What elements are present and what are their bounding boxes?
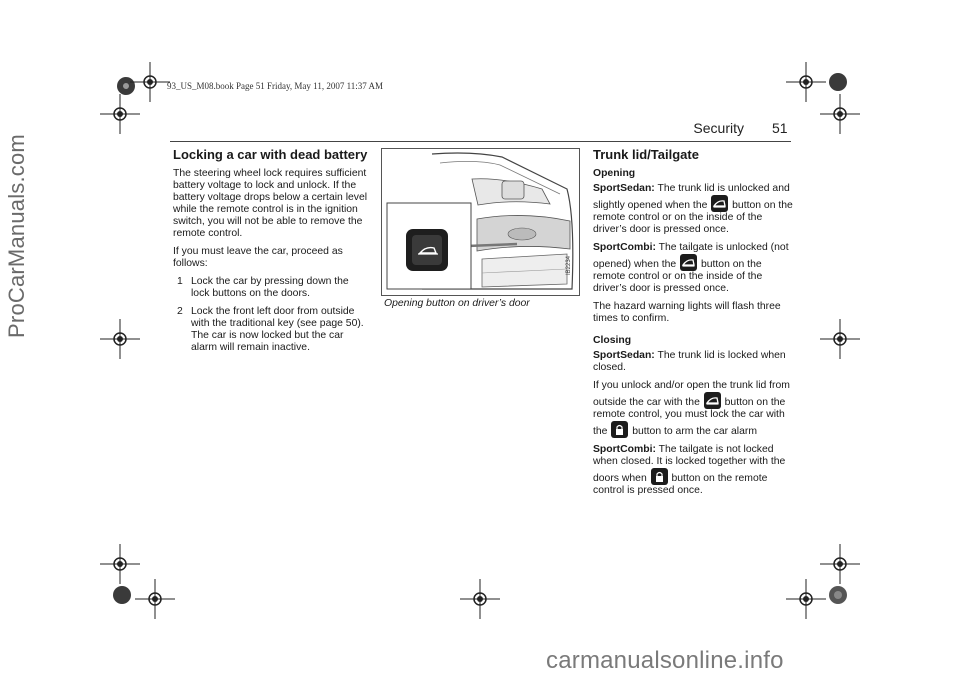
paragraph-unlock: If you unlock and/or open the trunk lid from outside the car with the button on the remote control, you must lock the car with the button to arm the car alarm bbox=[593, 380, 790, 437]
crosshair-mark bbox=[100, 319, 140, 359]
list-number: 1 bbox=[177, 276, 183, 287]
list-item bbox=[173, 306, 369, 354]
paragraph: If you must leave the car, proceed as follows: bbox=[173, 246, 343, 269]
crosshair-mark bbox=[100, 94, 140, 134]
trunk-open-icon bbox=[704, 392, 721, 409]
label-sportcombi: SportCombi: bbox=[593, 242, 656, 253]
crosshair-mark bbox=[820, 319, 860, 359]
section-heading-trunk: Trunk lid/Tailgate bbox=[593, 147, 699, 162]
list-text: Lock the car by pressing down the lock buttons on the doors. bbox=[191, 276, 349, 299]
padlock-icon bbox=[611, 421, 628, 438]
subheading-opening: Opening bbox=[593, 168, 636, 179]
paragraph-sedan-opening: SportSedan: The trunk lid is unlocked and slightly opened when the button on the remote control or on the inside of the driver’s door is pressed once. bbox=[593, 183, 793, 235]
right-column bbox=[593, 147, 793, 503]
figure-code: IB2234 bbox=[566, 255, 572, 275]
door-illustration bbox=[381, 148, 580, 296]
label-sportsedan: SportSedan: bbox=[593, 350, 655, 361]
label-sportsedan: SportSedan: bbox=[593, 183, 655, 194]
list-number: 2 bbox=[177, 306, 183, 317]
print-slug: 93_US_M08.book Page 51 Friday, May 11, 2007 11:37 AM bbox=[167, 81, 383, 91]
registration-mark-bottom-right bbox=[818, 575, 858, 615]
paragraph-sedan-closing: SportSedan: The trunk lid is locked when closed. bbox=[593, 350, 786, 373]
padlock-icon bbox=[651, 468, 668, 485]
list-text: Lock the front left door from outside with the traditional key (see page 50). The car is now locked but the car alarm will remain inactive. bbox=[191, 306, 364, 353]
label-sportcombi: SportCombi: bbox=[593, 444, 656, 455]
paragraph-combi-closing: SportCombi: The tailgate is not locked when closed. It is locked together with the doors when button on the remote control is pressed once. bbox=[593, 444, 786, 496]
list-item bbox=[173, 276, 369, 300]
crosshair-mark bbox=[135, 579, 175, 619]
crosshair-mark bbox=[820, 94, 860, 134]
side-watermark: ProCarManuals.com bbox=[4, 134, 29, 338]
paragraph-hazard: The hazard warning lights will flash three times to confirm. bbox=[593, 301, 781, 324]
trunk-open-icon bbox=[711, 195, 728, 212]
section-heading-dead-battery: Locking a car with dead battery bbox=[173, 147, 368, 162]
running-header-section: Security bbox=[693, 120, 744, 136]
trunk-open-icon bbox=[680, 254, 697, 271]
subheading-closing: Closing bbox=[593, 335, 632, 346]
paragraph: The steering wheel lock requires sufficient battery voltage to lock and unlock. If the battery voltage drops below a certain level while the remote control is in the ignition switch, you will not be able to remove the remote control. bbox=[173, 168, 368, 239]
page-number: 51 bbox=[772, 120, 788, 136]
footer-watermark: carmanualsonline.info bbox=[546, 647, 784, 674]
paragraph-combi-opening: SportCombi: The tailgate is unlocked (not opened) when the button on the remote control or on the inside of the driver’s door is pressed once. bbox=[593, 242, 789, 294]
left-column bbox=[173, 147, 369, 360]
crosshair-mark bbox=[460, 579, 500, 619]
figure-caption: Opening button on driver’s door bbox=[384, 298, 530, 309]
header-rule bbox=[170, 141, 791, 142]
